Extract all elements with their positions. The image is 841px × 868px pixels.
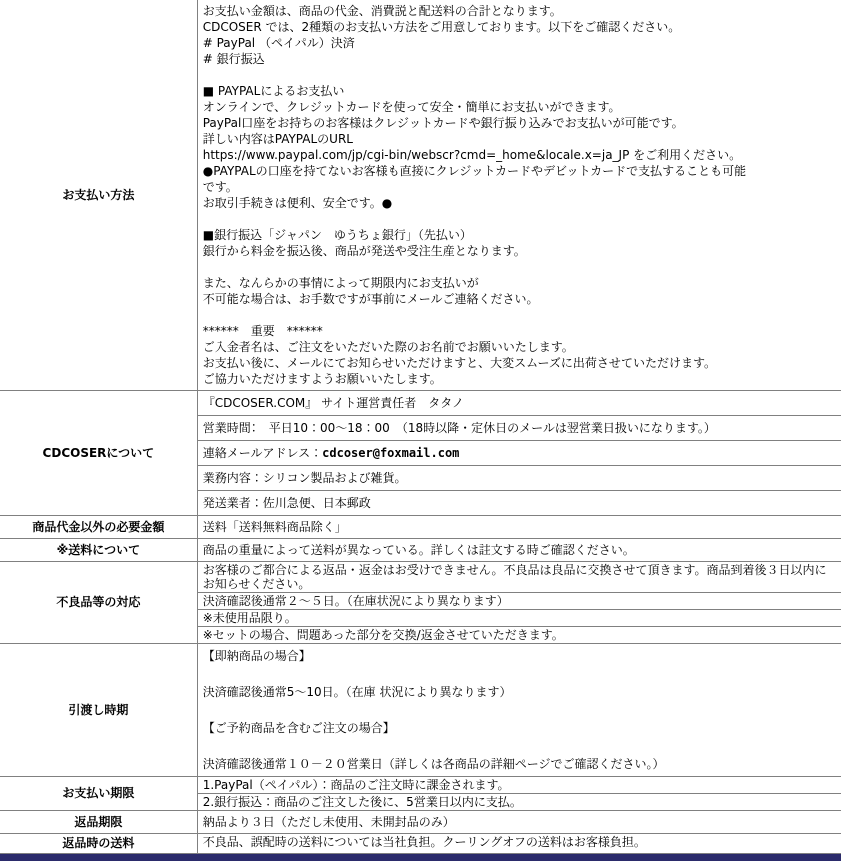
blank-line (203, 259, 836, 275)
blank-line (203, 211, 836, 227)
return-shipping-content (197, 834, 841, 854)
text-line: 決済確認後通常２～５日。（在庫状況により異なります） (202, 594, 509, 608)
business-description-cell (198, 465, 841, 490)
payment-deadline-content (197, 777, 841, 811)
business-description-text: 業務内容：シリコン製品および雑貨。 (202, 471, 407, 485)
text-line: 【即納商品の場合】 (202, 649, 311, 663)
row-payment-deadline (0, 777, 841, 811)
paypal-deadline-cell (198, 777, 841, 793)
site-operator-text: 『CDCOSER.COM』 サイト運営責任者 タタノ (202, 396, 464, 410)
text-line: 不可能な場合は、お手数ですが事前にメールご連絡ください。 (202, 292, 539, 306)
row-return-shipping (0, 834, 841, 854)
contact-email: cdcoser@foxmail.com (322, 446, 460, 460)
row-defective-items (0, 562, 841, 644)
content-cell (198, 811, 841, 833)
contact-label: 連絡メールアドレス： (202, 446, 323, 460)
shipping-carrier-text: 発送業者：佐川急便、日本郵政 (202, 496, 371, 510)
row-about-cdcoser (0, 391, 841, 516)
text-line: 決済確認後通常5～10日。（在庫 状況により異なります） (202, 685, 512, 699)
text-line: ご協力いただけますようお願いいたします。 (202, 372, 442, 386)
text-line: ■銀行振込「ジャパン ゆうちょ銀行」（先払い） (202, 228, 472, 242)
exchange-period-cell (198, 592, 841, 609)
blank-line (203, 701, 836, 719)
header-defective-items: 不良品等の対応 (0, 562, 197, 644)
text-line: ご入金者名は、ご注文をいただいた際のお名前でお願いいたします。 (202, 340, 574, 354)
text-line: # 銀行振込 (202, 52, 265, 66)
business-hours-cell (198, 415, 841, 440)
text-line: ■ PAYPALによるお支払い (202, 84, 345, 98)
text-line: 2.銀行振込：商品のご注文した後に、5営業日以内に支払。 (202, 795, 522, 809)
text-line: # PayPal （ペイパル）決済 (202, 36, 355, 50)
about-cdcoser-content (197, 391, 841, 516)
blank-line (203, 665, 836, 683)
text-line: 詳しい内容はPAYPALのURL (202, 132, 353, 146)
content-cell (198, 644, 841, 776)
text-line: お支払い後に、メールにてお知らせいただけますと、大変スムーズに出荷させていただけます。 (202, 356, 716, 370)
text-line: です。 (202, 180, 238, 194)
return-policy-cell (198, 562, 841, 592)
text-line: ※未使用品限り。 (202, 611, 297, 625)
paypal-url-text: https://www.paypal.com/jp/cgi-bin/webscr?cmd=_home&locale.x=ja_JP をご利用ください。 (202, 148, 742, 162)
important-note-heading: ****** 重要 ****** (202, 324, 323, 338)
text-line: ●PAYPALの口座を持てないお客様も直接にクレジットカードやデビットカードで支払することも可能 (202, 164, 747, 178)
site-operator-cell (198, 391, 841, 415)
text-line: お取引手続きは便利、安全です。● (202, 196, 393, 210)
blank-line (203, 307, 836, 323)
footer-bar (0, 854, 841, 861)
header-payment-method: お支払い方法 (0, 0, 197, 391)
text-line: 送料「送料無料商品除く」 (202, 520, 347, 534)
header-shipping-note: ※送料について (0, 539, 197, 562)
header-delivery-period: 引渡し時期 (0, 644, 197, 777)
business-hours-text: 営業時間： 平日10：00～18：00 （18時以降・定休日のメールは翌営業日扱いになります。） (202, 421, 716, 435)
set-policy-cell (198, 626, 841, 643)
header-about-cdcoser: CDCOSERについて (0, 391, 197, 516)
row-payment-method (0, 0, 841, 391)
contact-email-cell (198, 440, 841, 465)
text-line: 納品より３日（ただし未使用、未開封品のみ） (202, 815, 455, 829)
blank-line (203, 737, 836, 755)
text-line: 銀行から料金を振込後、商品が発送や受注生産となります。 (202, 244, 526, 258)
extra-fees-content (197, 516, 841, 539)
row-delivery-period (0, 644, 841, 777)
shipping-note-content (197, 539, 841, 562)
header-extra-fees: 商品代金以外の必要金額 (0, 516, 197, 539)
text-line: 不良品、誤配時の送料については当社負担。クーリングオフの送料はお客様負担。 (202, 835, 646, 849)
row-shipping-note (0, 539, 841, 562)
text-line: 商品の重量によって送料が異なっている。詳しくは註文する時ご確認ください。 (202, 543, 635, 557)
text-line: 【ご予約商品を含むご注文の場合】 (202, 721, 395, 735)
unused-only-cell (198, 609, 841, 626)
content-cell (198, 539, 841, 561)
content-cell (198, 0, 841, 390)
row-return-deadline (0, 811, 841, 834)
text-line: PayPal口座をお持ちのお客様はクレジットカードや銀行振り込みでお支払いが可能です。 (202, 116, 684, 130)
text-line: お支払い金額は、商品の代金、消費説と配送料の合計となります。 (202, 4, 562, 18)
contact-email-line (203, 445, 836, 461)
header-return-shipping: 返品時の送料 (0, 834, 197, 854)
payment-method-content (197, 0, 841, 391)
text-line: CDCOSER では、2種類のお支払い方法をご用意しております。以下をご確認ください。 (202, 20, 681, 34)
delivery-period-content (197, 644, 841, 777)
header-payment-deadline: お支払い期限 (0, 777, 197, 811)
content-cell (198, 516, 841, 538)
return-deadline-content (197, 811, 841, 834)
text-line: 決済確認後通常１０－２０営業日（詳しくは各商品の詳細ページでご確認ください。） (202, 757, 665, 771)
text-line: オンラインで、クレジットカードを使って安全・簡単にお支払いができます。 (202, 100, 621, 114)
bank-deadline-cell (198, 793, 841, 810)
header-return-deadline: 返品期限 (0, 811, 197, 834)
text-line: 1.PayPal（ペイパル）：商品のご注文時に課金されます。 (202, 778, 510, 792)
text-line: ※セットの場合、問題あった部分を交換/返金させていただきます。 (202, 628, 564, 642)
shipping-carrier-cell (198, 490, 841, 515)
row-extra-fees (0, 516, 841, 539)
text-line: お客様のご都合による返品・返金はお受けできません。不良品は良品に交換させて頂きます。商品到着後３日以内にお知らせください。 (202, 563, 827, 591)
content-cell (198, 834, 841, 850)
text-line: また、なんらかの事情によって期限内にお支払いが (202, 276, 479, 290)
blank-line (203, 67, 836, 83)
defective-items-content (197, 562, 841, 644)
